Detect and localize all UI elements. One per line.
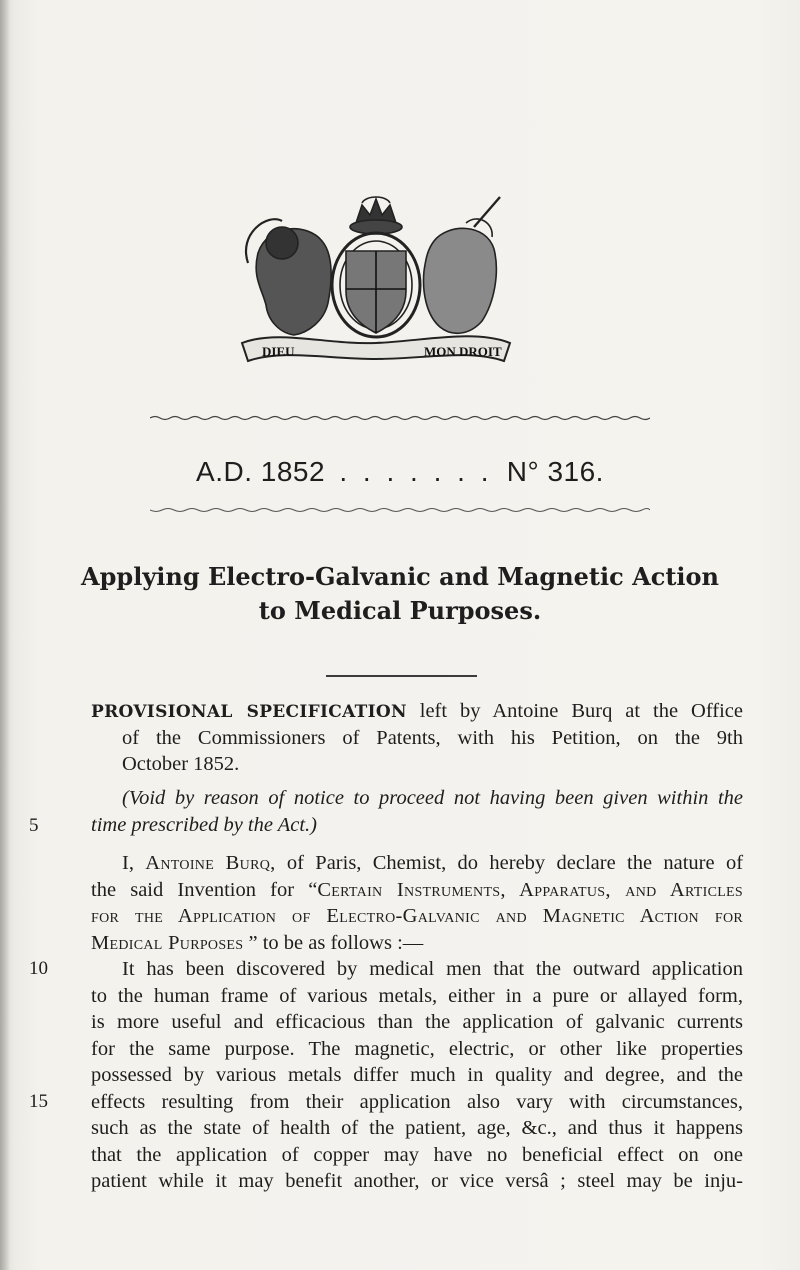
title-divider [326,675,477,677]
void-line-2: 5 time prescribed by the Act.) [91,812,743,839]
header-wavy-rule-bottom [150,506,650,514]
line-number-5: 5 [29,814,39,836]
patent-number: N° 316. [506,456,604,487]
crest-motto-right: MON DROIT [424,344,502,359]
body-line-2: to the human frame of various metals, either in a pure or allayed form, [91,984,743,1007]
line-number-10: 10 [29,958,48,979]
void-note [29,785,743,838]
void-line-1: (Void by reason of notice to proceed not having been given within the [122,787,743,809]
provisional-paragraph [91,698,743,778]
provisional-line-2: of the Commissioners of Patents, with his Petition, on the 9th [122,726,743,749]
declaration-line-1: I, Antoine Burq, of Paris, Chemist, do hereby declare the nature of [122,852,744,874]
provisional-line-3: October 1852. [122,753,240,775]
patent-dots: . . . . . . . [339,456,493,487]
invention-title-part-1: Certain Instruments, Apparatus, and Articles [317,878,743,901]
invention-title-part-3: Medical Purposes [91,931,244,954]
body-line-8: that the application of copper may have no beneficial effect on one [91,1143,743,1166]
body-line-4: for the same purpose. The magnetic, electric, or other like properties [91,1037,743,1060]
body-line-3: is more useful and efficacious than the application of galvanic currents [91,1011,743,1033]
declaration-paragraph [29,850,744,1195]
crest-motto-left: DIEU [262,344,295,359]
body-line-7: such as the state of health of the patient, age, &c., and thus it happens [91,1117,743,1139]
title-line-1: Applying Electro-Galvanic and Magnetic Action [81,562,719,591]
specification-title [0,560,800,628]
provisional-lead: PROVISIONAL SPECIFICATION [91,702,407,722]
declaration-line-3: for the Application of Electro-Galvanic and Magnetic Action for [91,905,743,927]
royal-coat-of-arms-icon [238,193,514,365]
line-number-15: 15 [29,1090,48,1112]
body-line-5: possessed by various metals differ much in quality and degree, and the [91,1064,743,1086]
page-edge-shadow [0,0,10,1270]
title-line-2: to Medical Purposes. [258,596,542,625]
provisional-line-1: PROVISIONAL SPECIFICATION left by Antoine Burq at the Office [91,700,743,722]
inventor-name: Antoine Burq, [145,852,276,874]
body-line-1: 10 It has been discovered by medical men that the outward application [91,956,743,983]
patent-header [0,456,800,488]
patent-year: A.D. 1852 [196,456,326,487]
body-line-9: patient while it may benefit another, or vice versâ ; steel may be inju- [91,1170,743,1192]
declaration-line-2: the said Invention for “Certain Instruments, Apparatus, and Articles [91,878,743,901]
declaration-line-4: Medical Purposes ” to be as follows :— [91,931,424,954]
body-line-6: 15 effects resulting from their application also vary with circumstances, [91,1089,743,1116]
header-wavy-rule-top [150,414,650,422]
